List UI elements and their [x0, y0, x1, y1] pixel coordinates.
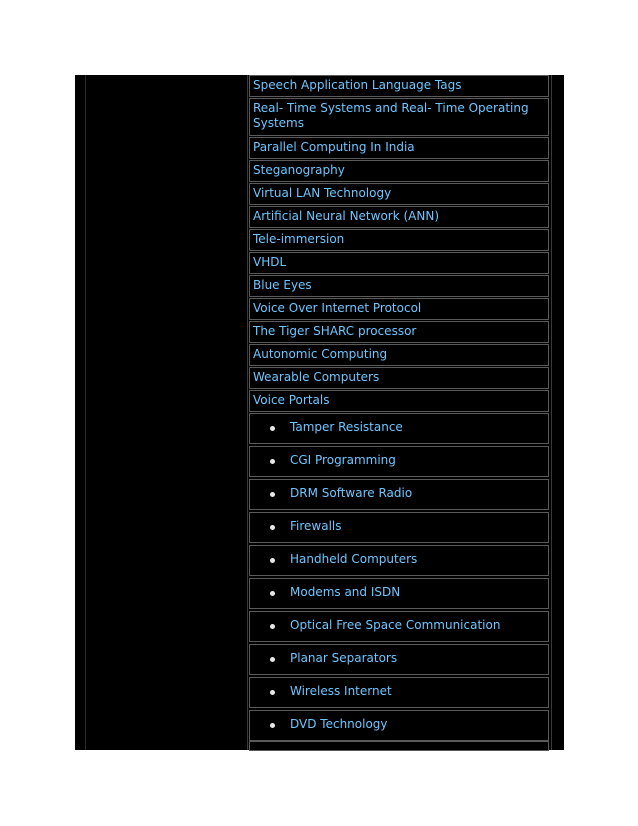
- bullet-link[interactable]: CGI Programming: [290, 453, 396, 467]
- bullet-item[interactable]: [249, 710, 549, 741]
- topic-link[interactable]: Voice Over Internet Protocol: [253, 301, 422, 315]
- topic-link[interactable]: Artificial Neural Network (ANN): [253, 209, 440, 223]
- topic-item[interactable]: [249, 206, 549, 228]
- topic-link[interactable]: The Tiger SHARC processor: [253, 324, 417, 338]
- bullet-icon: [270, 525, 275, 530]
- topic-item[interactable]: [249, 344, 549, 366]
- topic-link[interactable]: VHDL: [253, 255, 287, 269]
- bullet-link[interactable]: DRM Software Radio: [290, 486, 413, 500]
- bullet-link[interactable]: Firewalls: [290, 519, 342, 533]
- table-end-row: [249, 741, 549, 751]
- topic-item[interactable]: [249, 321, 549, 343]
- bullet-icon: [270, 558, 275, 563]
- right-column: [551, 75, 564, 750]
- topic-item[interactable]: [249, 275, 549, 297]
- topic-item[interactable]: [249, 98, 549, 136]
- topic-item[interactable]: [249, 367, 549, 389]
- bullet-icon: [270, 624, 275, 629]
- bullet-icon: [270, 690, 275, 695]
- bullet-link[interactable]: Wireless Internet: [290, 684, 392, 698]
- bullet-icon: [270, 426, 275, 431]
- topic-item[interactable]: [249, 75, 549, 97]
- topic-link[interactable]: Real- Time Systems and Real- Time Operating Systems: [253, 101, 529, 130]
- bullet-link[interactable]: Optical Free Space Communication: [290, 618, 501, 632]
- topic-item[interactable]: [249, 137, 549, 159]
- bullet-icon: [270, 591, 275, 596]
- topic-item[interactable]: [249, 183, 549, 205]
- content-panel: [75, 75, 564, 750]
- bullet-item[interactable]: [249, 611, 549, 642]
- topic-link[interactable]: Wearable Computers: [253, 370, 380, 384]
- bullet-item[interactable]: [249, 644, 549, 675]
- bullet-link[interactable]: Modems and ISDN: [290, 585, 401, 599]
- topic-link[interactable]: Voice Portals: [253, 393, 330, 407]
- bullet-link[interactable]: Planar Separators: [290, 651, 398, 665]
- topic-link[interactable]: Steganography: [253, 163, 345, 177]
- topic-item[interactable]: [249, 252, 549, 274]
- topic-item[interactable]: [249, 390, 549, 412]
- bullet-icon: [270, 657, 275, 662]
- topic-link[interactable]: Blue Eyes: [253, 278, 312, 292]
- left-column: [75, 75, 248, 750]
- bullet-icon: [270, 459, 275, 464]
- bullet-link[interactable]: DVD Technology: [290, 717, 388, 731]
- bullet-icon: [270, 723, 275, 728]
- topic-link[interactable]: Virtual LAN Technology: [253, 186, 392, 200]
- topic-item[interactable]: [249, 160, 549, 182]
- bullet-item[interactable]: [249, 578, 549, 609]
- bullet-item[interactable]: [249, 413, 549, 444]
- topic-link[interactable]: Tele-immersion: [253, 232, 345, 246]
- bullet-icon: [270, 492, 275, 497]
- bullet-item[interactable]: [249, 545, 549, 576]
- bullet-item[interactable]: [249, 446, 549, 477]
- topic-item[interactable]: [249, 229, 549, 251]
- topic-link[interactable]: Autonomic Computing: [253, 347, 388, 361]
- topic-link[interactable]: Parallel Computing In India: [253, 140, 415, 154]
- topic-link[interactable]: Speech Application Language Tags: [253, 78, 462, 92]
- bullet-link[interactable]: Tamper Resistance: [290, 420, 403, 434]
- bullet-item[interactable]: [249, 512, 549, 543]
- bullet-item[interactable]: [249, 677, 549, 708]
- bullet-link[interactable]: Handheld Computers: [290, 552, 418, 566]
- bullet-item[interactable]: [249, 479, 549, 510]
- topic-item[interactable]: [249, 298, 549, 320]
